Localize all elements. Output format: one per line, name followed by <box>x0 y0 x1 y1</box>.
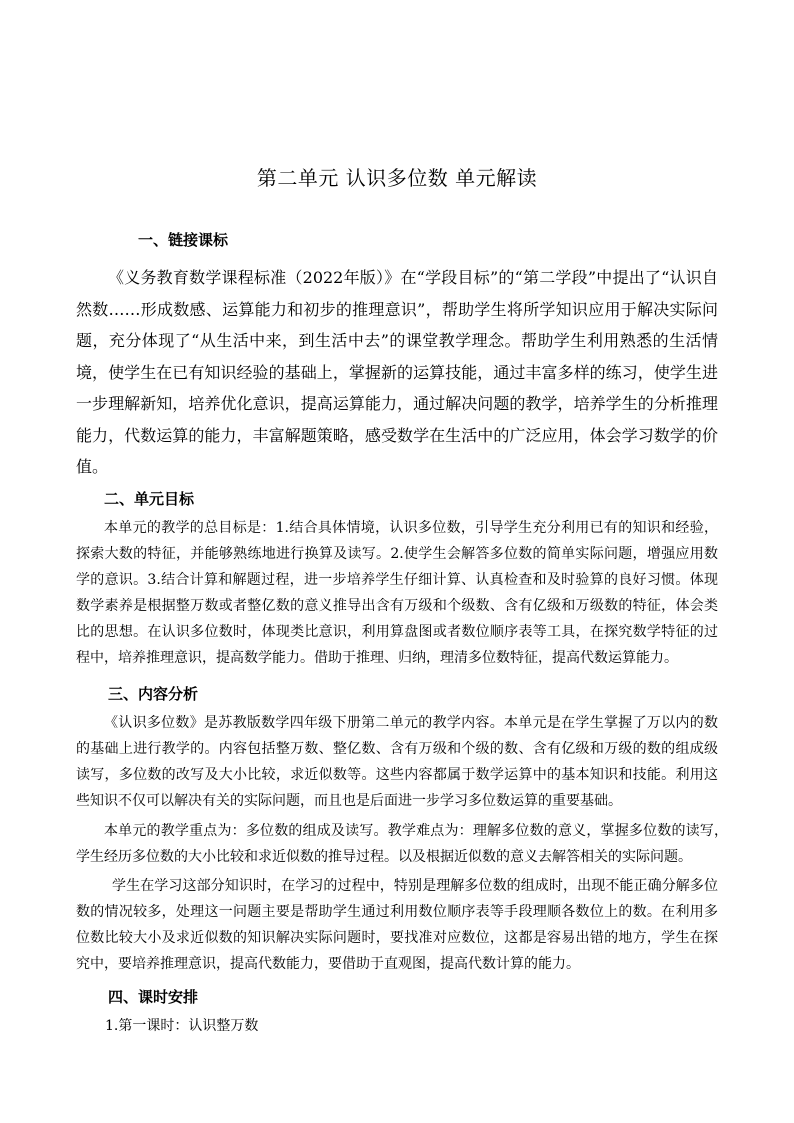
schedule-item-lesson-1: 1.第一课时：认识整万数 <box>105 1018 259 1034</box>
page-title: 第二单元 认识多位数 单元解读 <box>256 166 538 190</box>
paragraph-content-overview: 《认识多位数》是苏教版数学四年级下册第二单元的教学内容。本单元是在学生掌握了万以内的数的基础上进行教学的。内容包括整万数、整亿数、含有万级和个级的数、含有亿级和万级的数的组成级读写，多位数的改写及大小比较，求近似数等。这些内容都属于数学运算中的基本知识和技能。利用这些知识不仅可以解决有关的实际问题，而且也是后面进一步学习多位数运算的重要基础。 <box>76 715 718 809</box>
section-heading-unit-goals: 二、单元目标 <box>104 490 195 508</box>
paragraph-unit-goals: 本单元的教学的总目标是：1.结合具体情境，认识多位数，引导学生充分利用已有的知识和经验，探索大数的特征，并能够熟练地进行换算及读写。2.使学生会解答多位数的简单实际问题，增强应用数学的意识。3.结合计算和解题过程，进一步培养学生仔细计算、认真检查和及时验算的良好习惯。体现数学素养是根据整万数或者整亿数的意义推导出含有万级和个级数、含有亿级和万级数的特征，体会类比的思想。在认识多位数时，体现类比意识，利用算盘图或者数位顺序表等工具，在探究数学特征的过程中，培养推理意识，提高数学能力。借助于推理、归纳，理清多位数特征，提高代数运算能力。 <box>76 520 718 666</box>
section-heading-standards: 一、链接课标 <box>138 231 229 249</box>
section-heading-content-analysis: 三、内容分析 <box>108 685 199 703</box>
paragraph-learning-difficulties: 学生在学习这部分知识时，在学习的过程中，特别是理解多位数的组成时，出现不能正确分解多位数的情况较多，处理这一问题主要是帮助学生通过利用数位顺序表等手段理顺各数位上的数。在利用多位数比较大小及求近似数的知识解决实际问题时，要找准对应数位，这都是容易出错的地方，学生在探究中，要培养推理意识，提高代数能力，要借助于直观图，提高代数计算的能力。 <box>76 878 718 972</box>
paragraph-key-points: 本单元的教学重点为：多位数的组成及读写。教学难点为：理解多位数的意义，掌握多位数的读写，学生经历多位数的大小比较和求近似数的推导过程。以及根据近似数的意义去解答相关的实际问题。 <box>76 823 728 865</box>
paragraph-standards: 《义务教育数学课程标准（2022年版）》在“学段目标”的“第二学段”中提出了“认识自然数……形成数感、运算能力和初步的推理意识”，帮助学生将所学知识应用于解决实际问题，充分体现了“从生活中来，到生活中去”的课堂教学理念。帮助学生利用熟悉的生活情境，使学生在已有知识经验的基础上，掌握新的运算技能，通过丰富多样的练习，使学生进一步理解新知，培养优化意识，提高运算能力，通过解决问题的教学，培养学生的分析推理能力，代数运算的能力，丰富解题策略，感受数学在生活中的广泛应用，体会学习数学的价值。 <box>76 268 718 476</box>
section-heading-schedule: 四、课时安排 <box>108 988 199 1006</box>
